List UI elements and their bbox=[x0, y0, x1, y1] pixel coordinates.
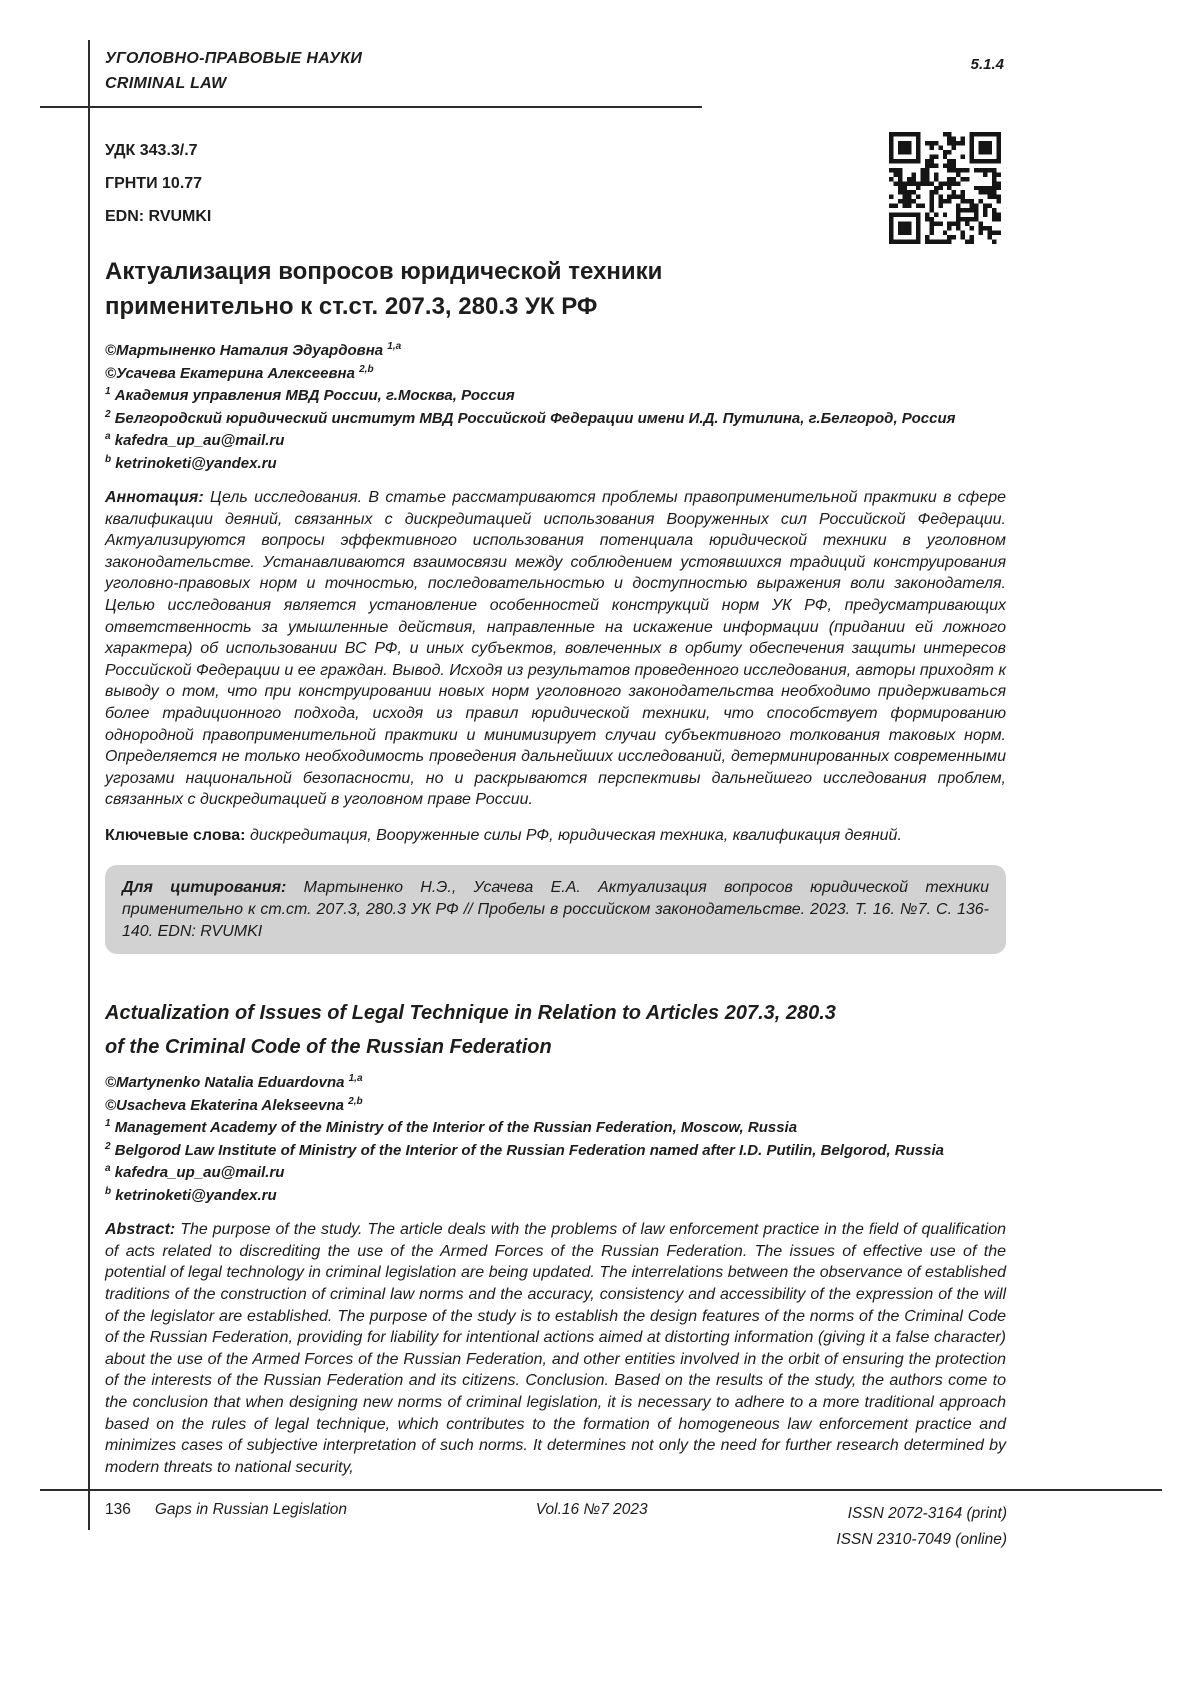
affiliation-sup: 1 bbox=[105, 1118, 111, 1130]
abstract-text-ru: Цель исследования. В статье рассматриваются проблемы правоприменительной практики в сфере квалификации деяний, связанных с дискредитацией использования Вооруженных сил Российской Федерации. Актуализируются вопросы эффективного использования потенциала юридической техники в уголовном законодательстве. Устанавливаются взаимосвязи между соблюдением устоявшихся традиций конструирования уголовно-правовых норм и точностью, последовательностью и доступностью выражения воли законодателя. Целью исследования является установление особенностей конструкций норм УК РФ, предусматривающих ответственность за умышленные действия, направленные на искажение информации (придании ей ложного характера) об использовании ВС РФ, и иных субъектов, вовлеченных в орбиту обеспечения защиты интересов Российской Федерации и ее граждан. Вывод. Исходя из результатов проведенного исследования, авторы приходят к выводу о том, что при конструировании новых норм уголовного законодательства необходимо придерживаться более традиционного подхода, исходя из правил юридической техники, что способствует формированию однородной правоприменительной практики и минимизирует случаи субъективного толкования таковых норм. Определяется не только необходимость проведения дальнейших исследований, детерминированных современными угрозами национальной безопасности, но и раскрываются перспективы дальнейшего исследования проблем, связанных с дискредитацией в уголовном праве России. bbox=[105, 489, 1006, 809]
keywords-text: дискредитация, Вооруженные силы РФ, юридическая техника, квалификация деяний. bbox=[245, 826, 902, 844]
abstract-en bbox=[105, 1219, 1006, 1478]
email-sup: b bbox=[105, 453, 112, 465]
keywords-ru bbox=[105, 825, 1006, 847]
header-rule bbox=[40, 106, 702, 108]
email-text: ketrinoketi@yandex.ru bbox=[111, 1186, 277, 1204]
affiliation-line bbox=[105, 385, 1006, 408]
author-line bbox=[105, 363, 1006, 386]
qr-code bbox=[889, 132, 1001, 244]
classification-code: 5.1.4 bbox=[970, 56, 1004, 73]
article-title-en-line1: Actualization of Issues of Legal Technique in Relation to Articles 207.3, 280.3 bbox=[105, 1002, 836, 1025]
article-meta bbox=[105, 132, 211, 244]
affiliation-text: Академия управления МВД России, г.Москва, Россия bbox=[110, 387, 515, 404]
email-line bbox=[105, 430, 1006, 453]
abstract-ru bbox=[105, 487, 1006, 811]
affiliation-sup: 2 bbox=[105, 1140, 111, 1152]
affiliation-line bbox=[105, 1140, 1006, 1163]
article-title-ru-line1: Актуализация вопросов юридической техники bbox=[105, 258, 663, 285]
affiliation-line bbox=[105, 408, 1006, 431]
email-line bbox=[105, 1185, 1006, 1208]
author-sup: 1,a bbox=[348, 1073, 363, 1085]
email-line bbox=[105, 1162, 1006, 1185]
authors-block-ru bbox=[105, 340, 1006, 475]
affiliation-text: Belgorod Law Institute of Ministry of the Interior of the Russian Federation named after I.D. Putilin, Belgorod, Russia bbox=[110, 1141, 944, 1159]
page-footer bbox=[105, 1501, 1007, 1553]
udk-code: УДК 343.3/.7 bbox=[105, 142, 198, 159]
affiliation-text: Белгородский юридический институт МВД Российской Федерации имени И.Д. Путилина, г.Белгород, Россия bbox=[110, 409, 956, 427]
email-text: kafedra_up_au@mail.ru bbox=[110, 1164, 285, 1182]
footer-rule bbox=[40, 1489, 1162, 1491]
meta-row bbox=[105, 132, 1006, 244]
email-text: ketrinoketi@yandex.ru bbox=[111, 454, 277, 472]
author-sup: 1,a bbox=[387, 341, 402, 352]
keywords-label: Ключевые слова: bbox=[105, 826, 246, 844]
email-sup: a bbox=[105, 1163, 111, 1175]
grnti-code: ГРНТИ 10.77 bbox=[105, 175, 203, 192]
affiliation-sup: 2 bbox=[105, 408, 111, 420]
author-line bbox=[105, 1072, 1006, 1095]
author-name: ©Усачева Екатерина Алексеевна bbox=[105, 364, 360, 382]
issn-online: ISSN 2310-7049 (online) bbox=[836, 1531, 1007, 1548]
author-sup: 2,b bbox=[359, 363, 374, 375]
section-title-en: CRIMINAL LAW bbox=[105, 75, 227, 92]
author-name: ©Мартыненко Наталия Эдуардовна bbox=[105, 342, 388, 359]
author-line bbox=[105, 1095, 1006, 1118]
affiliation-line bbox=[105, 1117, 1006, 1140]
authors-block-en bbox=[105, 1072, 1006, 1207]
abstract-label-ru: Аннотация: bbox=[105, 489, 204, 506]
citation-text: Мартыненко Н.Э., Усачева Е.А. Актуализация вопросов юридической техники применительно к ст.ст. 207.3, 280.3 УК РФ // Пробелы в российском законодательстве. 2023. Т. 16. №7. С. 136-140. EDN: RVUMKI bbox=[122, 878, 989, 940]
email-line bbox=[105, 453, 1006, 476]
author-name: ©Usacheva Ekaterina Alekseevna bbox=[105, 1096, 349, 1114]
article-title-en bbox=[105, 996, 1006, 1064]
email-sup: b bbox=[105, 1185, 112, 1197]
article-title-ru bbox=[105, 254, 1006, 324]
affiliation-sup: 1 bbox=[105, 386, 111, 397]
author-line bbox=[105, 340, 1006, 363]
journal-name: Gaps in Russian Legislation bbox=[154, 1501, 348, 1518]
volume-issue: Vol.16 №7 2023 bbox=[535, 1501, 648, 1518]
citation-box bbox=[105, 865, 1006, 954]
citation-label: Для цитирования: bbox=[122, 878, 287, 896]
footer-left bbox=[105, 1501, 347, 1553]
left-margin-rule bbox=[88, 40, 90, 1530]
abstract-label-en: Abstract: bbox=[105, 1221, 176, 1239]
abstract-text-en: The purpose of the study. The article deals with the problems of law enforcement practice in the field of qualification of acts related to discrediting the use of the Armed Forces of the Russian Federation. The issues of effective use of the potential of legal technology in criminal legislation are being updated. The interrelations between the observance of established traditions of the construction of criminal law norms and the accuracy, consistency and accessibility of the expression of the will of the legislator are established. The purpose of the study is to establish the design features of the norms of the Criminal Code of the Russian Federation, providing for liability for intentional actions aimed at distorting information (giving it a false character) about the use of the Armed Forces of the Russian Federation, and other entities involved in the orbit of ensuring the protection of the interests of the Russian Federation and its citizens. Conclusion. Based on the results of the study, the authors come to the conclusion that when designing new norms of criminal legislation, it is necessary to adhere to a more traditional approach based on the rules of legal technique, which contributes to the formation of homogeneous law enforcement practice and minimizes cases of subjective interpretation of such norms. It determines not only the need for further research determined by modern threats to national security, bbox=[105, 1221, 1006, 1476]
article-title-ru-line2: применительно к ст.ст. 207.3, 280.3 УК РФ bbox=[105, 293, 598, 320]
page-header bbox=[105, 0, 1006, 96]
article-title-en-line2: of the Criminal Code of the Russian Federation bbox=[105, 1036, 552, 1059]
page-number: 136 bbox=[105, 1501, 131, 1518]
affiliation-text: Management Academy of the Ministry of the Interior of the Russian Federation, Moscow, Russia bbox=[110, 1119, 798, 1137]
author-name: ©Martynenko Natalia Eduardovna bbox=[105, 1074, 349, 1092]
edn-code: EDN: RVUMKI bbox=[105, 208, 212, 225]
section-heading bbox=[105, 46, 362, 96]
email-text: kafedra_up_au@mail.ru bbox=[110, 432, 285, 449]
issn-block bbox=[836, 1501, 1007, 1553]
section-title-ru: УГОЛОВНО-ПРАВОВЫЕ НАУКИ bbox=[105, 50, 363, 67]
issn-print: ISSN 2072-3164 (print) bbox=[847, 1505, 1007, 1522]
content-column bbox=[105, 0, 1006, 1478]
email-sup: a bbox=[105, 431, 111, 442]
author-sup: 2,b bbox=[348, 1095, 363, 1107]
